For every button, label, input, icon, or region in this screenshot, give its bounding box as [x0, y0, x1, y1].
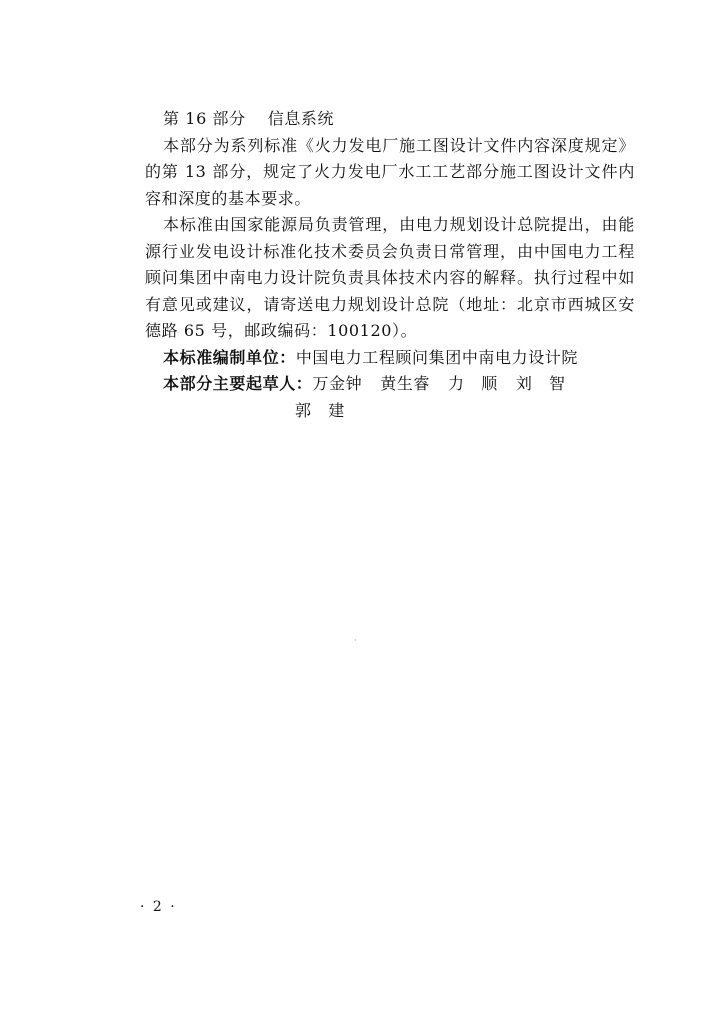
- management-paragraph: 本标准由国家能源局负责管理，由电力规划设计总院提出，由能源行业发电设计标准化技术委员会负责日常管理，由中国电力工程顾问集团中南电力设计院负责具体技术内容的解释。执行过程中如有意见或建议，请寄送电力规划设计总院（地址：北京市西城区安德路 65 号，邮政编码：100120）。: [145, 215, 635, 340]
- front-matter-text: [145, 106, 635, 424]
- drafters-label: 本部分主要起草人：: [163, 374, 313, 393]
- drafter-name: 黄生睿: [380, 374, 431, 393]
- section-heading: [145, 106, 635, 133]
- drafter-name: 刘 智: [515, 374, 566, 393]
- drafters-line: [145, 371, 635, 398]
- drafter-name: 郭 建: [295, 400, 345, 420]
- page-number: · 2 ·: [140, 899, 177, 915]
- compiler-label: 本标准编制单位：: [163, 347, 296, 367]
- compiler-line: [145, 345, 635, 372]
- drafter-name: 力 顺: [448, 374, 498, 393]
- drafters-line-continued: [145, 398, 635, 425]
- section-part: 第 16 部分: [163, 109, 246, 128]
- drafter-name: 万金钟: [312, 374, 363, 393]
- scope-paragraph: 本部分为系列标准《火力发电厂施工图设计文件内容深度规定》的第 13 部分，规定了火力发电厂水工工艺部分施工图设计文件内容和深度的基本要求。: [145, 135, 635, 208]
- section-title: 信息系统: [267, 109, 335, 128]
- compiler-value: 中国电力工程顾问集团中南电力设计院: [295, 347, 579, 367]
- center-dot-mark: ·: [354, 636, 357, 645]
